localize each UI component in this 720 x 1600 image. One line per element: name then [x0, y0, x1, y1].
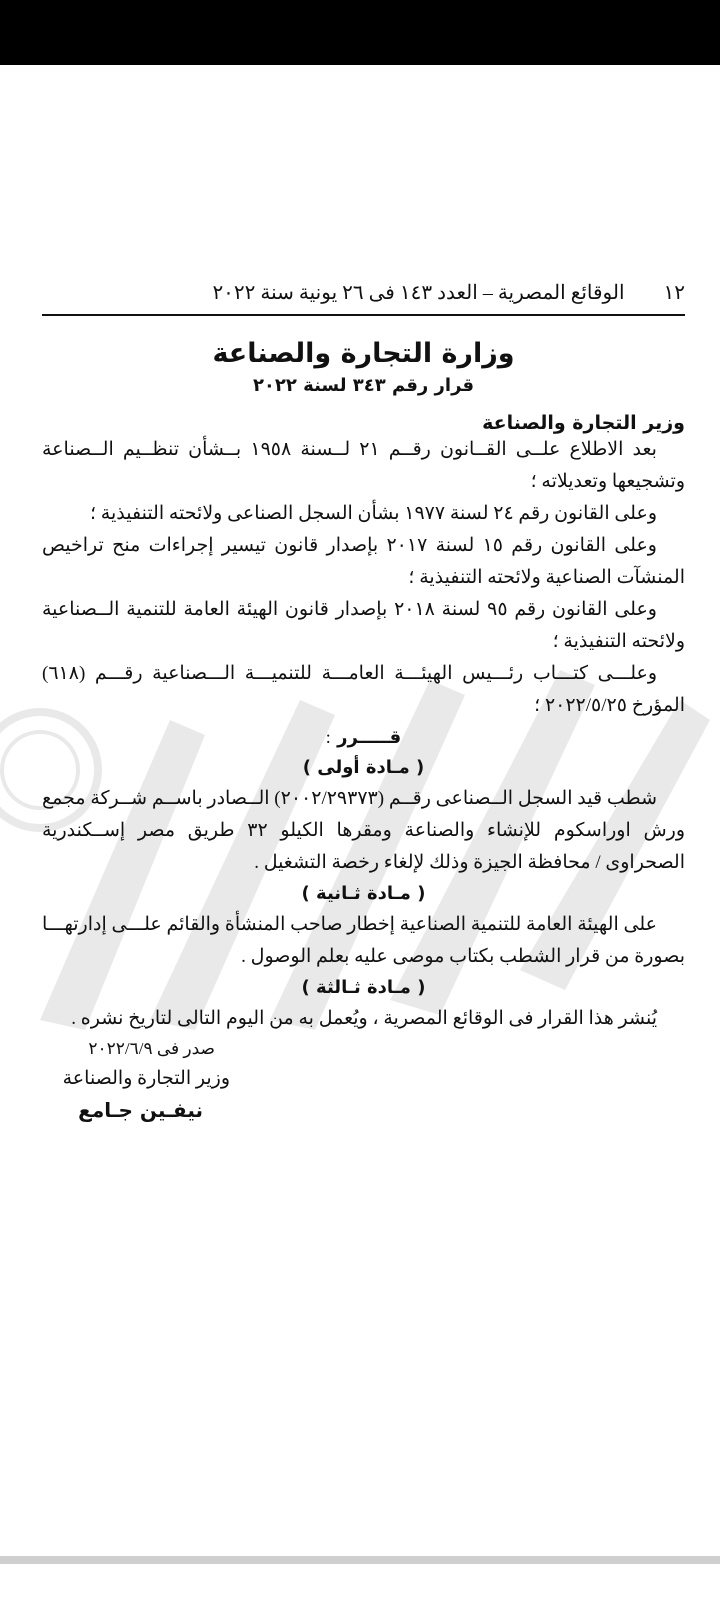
bottom-bar — [0, 1556, 720, 1600]
decree-title: قرار رقم ٣٤٣ لسنة ٢٠٢٢ — [252, 375, 475, 396]
preamble-paragraph: وعلى القانون رقم ١٥ لسنة ٢٠١٧ بإصدار قانون تيسير إجراءات منح تراخيص المنشآت الصناعية ولائحته التنفيذية ؛ — [42, 535, 685, 588]
decided-heading — [42, 722, 685, 753]
decided-word: قـــــرر — [337, 727, 402, 748]
article-text: على الهيئة العامة للتنمية الصناعية إخطار صاحب المنشأة والقائم علـــى إدارتهـــا بصورة من قرار الشطب بكتاب موصى عليه بعلم الوصول . — [42, 914, 685, 967]
gazette-page — [42, 270, 685, 1122]
article-text: يُنشر هذا القرار فى الوقائع المصرية ، ويُعمل به من اليوم التالى لتاريخ نشره . — [71, 1008, 657, 1029]
article-heading: ( مـادة ثـانية ) — [301, 883, 426, 904]
decided-colon: : — [325, 727, 331, 747]
signature-title: وزير التجارة والصناعة — [62, 1068, 230, 1089]
page-number: ١٢ — [663, 282, 685, 304]
preamble — [42, 434, 685, 722]
issue-date: صدر فى ٢٠٢٢/٦/٩ — [88, 1039, 215, 1058]
minister-heading: وزير التجارة والصناعة — [482, 412, 685, 434]
preamble-paragraph: وعلى القانون رقم ٢٤ لسنة ١٩٧٧ بشأن السجل الصناعى ولائحته التنفيذية ؛ — [90, 503, 657, 524]
signature-name: نيفـين جـامع — [78, 1098, 203, 1122]
ministry-title: وزارة التجارة والصناعة — [212, 338, 515, 369]
article-heading: ( مـادة ثـالثة ) — [301, 977, 426, 998]
article-text: شطب قيد السجل الــصناعى رقــم (٢٠٠٢/٢٩٣٧٣) الــصادر باســم شــركة مجمع ورش اوراسكوم للإنشاء والصناعة ومقرها الكيلو ٣٢ طريق مصر إســكندرية الصحراوى / محافظة الجيزة وذلك لإلغاء رخصة التشغيل . — [42, 788, 685, 873]
header-rule — [42, 314, 685, 316]
article-heading: ( مـادة أولى ) — [302, 757, 425, 778]
preamble-paragraph: وعلـــى كتـــاب رئـــيس الهيئـــة العامـــة للتنميـــة الـــصناعية رقـــم (٦١٨) المؤرخ ٢٠٢٢/٥/٢٥ ؛ — [42, 663, 685, 716]
gazette-issue-title: الوقائع المصرية – العدد ١٤٣ فى ٢٦ يونية سنة ٢٠٢٢ — [212, 282, 625, 304]
status-bar — [0, 0, 720, 65]
preamble-paragraph: وعلى القانون رقم ٩٥ لسنة ٢٠١٨ بإصدار قانون الهيئة العامة للتنمية الــصناعية ولائحته التنفيذية ؛ — [42, 599, 685, 652]
preamble-paragraph: بعد الاطلاع علــى القــانون رقــم ٢١ لــسنة ١٩٥٨ بــشأن تنظــيم الــصناعة وتشجيعها وتعديلاته ؛ — [42, 439, 685, 492]
page-header — [42, 270, 685, 310]
